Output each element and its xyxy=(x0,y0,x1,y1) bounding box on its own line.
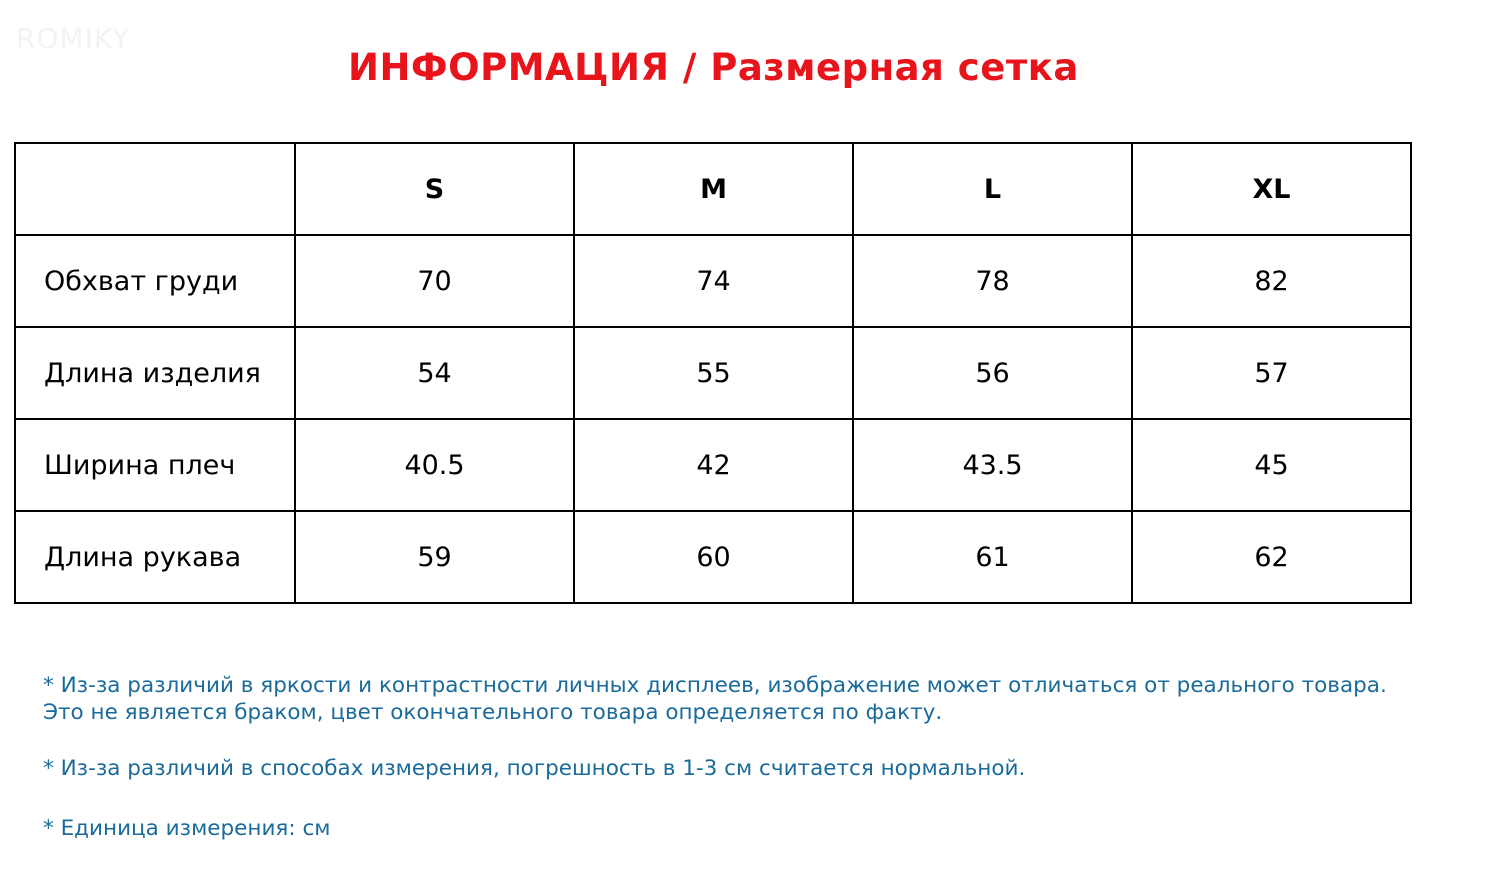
size-table xyxy=(14,142,1412,604)
table-cell: 54 xyxy=(295,327,574,419)
brand-watermark: ROMIKY xyxy=(16,22,131,55)
note-display-line2: Это не является браком, цвет окончательного товара определяется по факту. xyxy=(43,700,943,725)
table-header-row xyxy=(15,143,1411,235)
note-unit: * Единица измерения: см xyxy=(43,816,331,841)
table-row xyxy=(15,511,1411,603)
size-header-m: M xyxy=(574,143,853,235)
table-row xyxy=(15,235,1411,327)
note-display-line1: * Из-за различий в яркости и контрастности личных дисплеев, изображение может отличаться от реального товара. xyxy=(43,673,1387,698)
table-cell: 61 xyxy=(853,511,1132,603)
table-cell: 78 xyxy=(853,235,1132,327)
table-row xyxy=(15,419,1411,511)
table-cell: 59 xyxy=(295,511,574,603)
table-cell: 56 xyxy=(853,327,1132,419)
size-header-xl: XL xyxy=(1132,143,1411,235)
row-label-chest: Обхват груди xyxy=(15,235,295,327)
table-cell: 40.5 xyxy=(295,419,574,511)
table-cell: 70 xyxy=(295,235,574,327)
size-header-l: L xyxy=(853,143,1132,235)
page-title: ИНФОРМАЦИЯ / Размерная сетка xyxy=(348,46,1079,89)
table-cell: 62 xyxy=(1132,511,1411,603)
row-label-shoulders: Ширина плеч xyxy=(15,419,295,511)
table-cell: 45 xyxy=(1132,419,1411,511)
corner-cell xyxy=(15,143,295,235)
row-label-sleeve: Длина рукава xyxy=(15,511,295,603)
table-row xyxy=(15,327,1411,419)
table-cell: 55 xyxy=(574,327,853,419)
table-cell: 74 xyxy=(574,235,853,327)
size-header-s: S xyxy=(295,143,574,235)
table-cell: 60 xyxy=(574,511,853,603)
row-label-length: Длина изделия xyxy=(15,327,295,419)
table-cell: 42 xyxy=(574,419,853,511)
table-cell: 43.5 xyxy=(853,419,1132,511)
table-cell: 57 xyxy=(1132,327,1411,419)
table-cell: 82 xyxy=(1132,235,1411,327)
notes-section xyxy=(43,672,1387,842)
note-measurement: * Из-за различий в способах измерения, погрешность в 1-3 см считается нормальной. xyxy=(43,756,1026,781)
